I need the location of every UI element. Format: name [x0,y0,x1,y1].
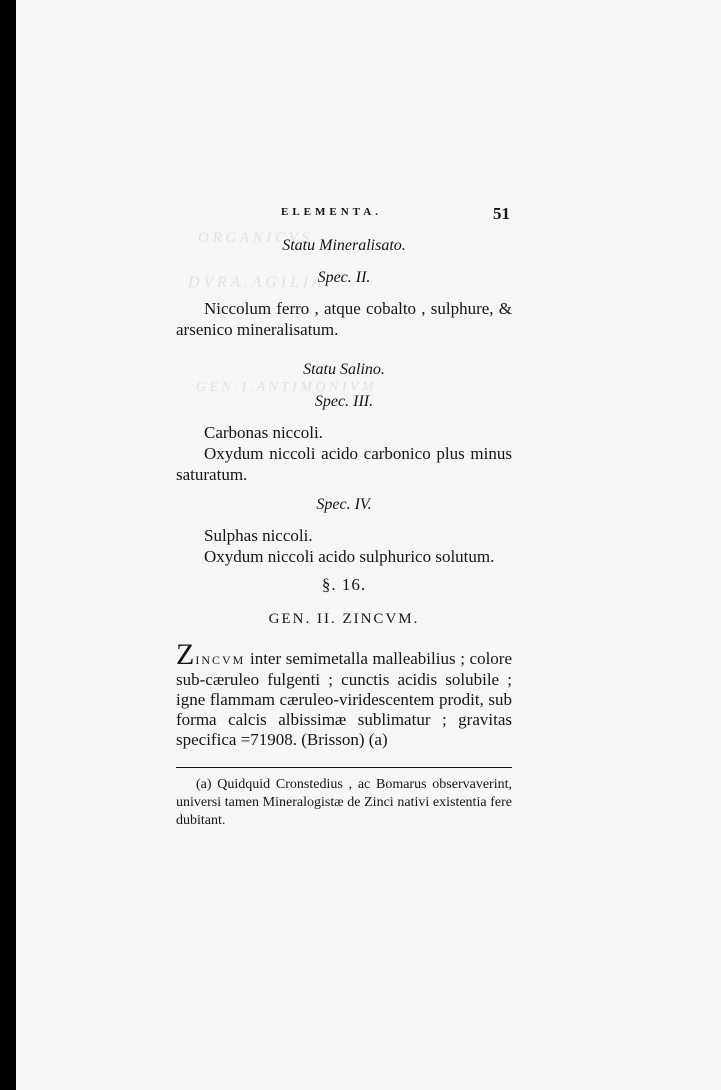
statu-mineralisato-heading: Statu Mineralisato. [282,237,406,254]
running-header [176,204,512,234]
page-number: 51 [493,204,510,223]
drop-cap: Z [176,638,196,671]
carbonas-niccoli: Carbonas niccoli. [204,423,323,442]
footnote-divider [176,767,512,768]
page-text-block [176,204,512,844]
footnote-text: (a) Quidquid Cronstedius , ac Bomarus observaverint, universi tamen Mineralogistæ de Zinci nativi existentia fere dubitant. [176,777,512,828]
section-mark: §. 16. [321,575,367,594]
oxydum-carbonico-text: Oxydum niccoli acido carbonico plus minus saturatum. [176,444,512,484]
zincum-description [176,638,513,750]
scan-border [0,0,16,1090]
zincum-paragraph-text: inter semimetalla malleabilius ; colore sub-cæruleo fulgenti ; cunctis acidis solubile ; igne flammam cæruleo-viridescentem prodit, sub forma calcis albissimæ sublimatur ; gravitas specifica =71908. (Brisson) (a) [176,649,513,749]
spec-ii-text: Niccolum ferro , atque cobalto , sulphure, & arsenico mineralisatum. [176,299,512,339]
genus-zincum-heading: GEN. II. ZINCVM. [268,611,420,627]
spec-iv-heading: Spec. IV. [316,496,372,513]
show-through-text-1: O R G A N I C V S [198,230,309,246]
statu-salino-heading: Statu Salino. [303,361,385,378]
spec-iii-heading: Spec. III. [314,393,374,410]
zincum-smallcaps: INCVM [195,653,246,667]
spec-ii-heading: Spec. II. [317,269,371,286]
show-through-text-3: G E N . I . A N T I M O N I V M . [196,380,381,395]
running-title: ELEMENTA. [281,206,382,218]
oxydum-sulphurico-text: Oxydum niccoli acido sulphurico solutum. [204,547,495,566]
show-through-text-2: D V R A . A G I L I A . [188,274,330,291]
sulphas-niccoli: Sulphas niccoli. [204,526,313,545]
